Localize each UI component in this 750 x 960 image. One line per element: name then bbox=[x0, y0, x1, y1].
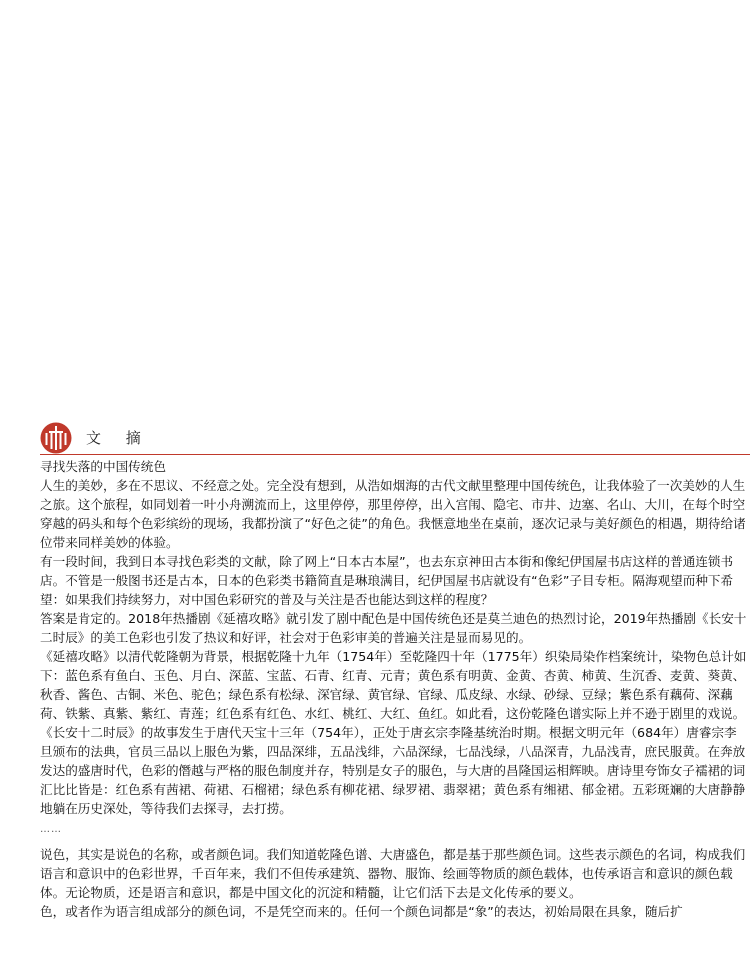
section-title: 文 摘 bbox=[86, 429, 151, 447]
paragraph: 《延禧攻略》以清代乾隆朝为背景，根据乾隆十九年（1754年）至乾隆四十年（1775年）织染局染作档案统计，染物色总计如下：蓝色系有鱼白、玉色、月白、深蓝、宝蓝、石青、红青、元青；黄色系有明黄、金黄、杏黄、柿黄、生沉香、麦黄、葵黄、秋香、酱色、古铜、米色、驼色；绿色系有松绿、深官绿、黄官绿、官绿、瓜皮绿、水绿、砂绿、豆绿；紫色系有藕荷、深藕荷、铁紫、真紫、紫红、青莲；红色系有红色、水红、桃红、大红、鱼红。如此看，这份乾隆色谱实际上并不逊于剧里的戏说。 bbox=[40, 649, 747, 721]
paragraph: 人生的美妙，多在不思议、不经意之处。完全没有想到，从浩如烟海的古代文献里整理中国传统色，让我体验了一次美妙的人生之旅。这个旅程，如同划着一叶小舟溯流而上，这里停停，那里停停，出入宫闱、隐宅、市井、边塞、名山、大川，在每个时空穿越的码头和每个色彩缤纷的现场，我都扮演了“好色之徒”的角色。我惬意地坐在桌前，逐次记录与美好颜色的相遇，期待给诸位带来同样美妙的体验。 bbox=[40, 478, 746, 550]
paragraph: 答案是肯定的。2018年热播剧《延禧攻略》就引发了剧中配色是中国传统色还是莫兰迪色的热烈讨论，2019年热播剧《长安十二时辰》的美工色彩也引发了热议和好评，社会对于色彩审美的普遍关注是显而易见的。 bbox=[40, 611, 747, 645]
article-body bbox=[40, 457, 748, 921]
paragraph: 说色，其实是说色的名称，或者颜色词。我们知道乾隆色谱、大唐盛色，都是基于那些颜色词。这些表示颜色的名词，构成我们语言和意识中的色彩世界，千百年来，我们不但传承建筑、器物、服饰、绘画等物质的颜色载体，也传承语言和意识的颜色载体。无论物质，还是语言和意识，都是中国文化的沉淀和精髓，让它们活下去是文化传承的要义。 bbox=[40, 847, 746, 900]
citic-logo-icon bbox=[40, 422, 72, 454]
article-title: 寻找失落的中国传统色 bbox=[40, 459, 166, 474]
section-header bbox=[40, 422, 750, 455]
paragraph: 《长安十二时辰》的故事发生于唐代天宝十三年（754年），正处于唐玄宗李隆基统治时期。根据文明元年（684年）唐睿宗李旦颁布的法典，官员三品以上服色为紫，四品深绯，五品浅绯，六品深绿，七品浅绿，八品深青，九品浅青，庶民服黄。在奔放发达的盛唐时代，色彩的僭越与严格的服色制度并存，特别是女子的服色，与大唐的昌隆国运相辉映。唐诗里夸饰女子襦裙的词汇比比皆是：红色系有茜裙、荷裙、石榴裙；绿色系有柳花裙、绿罗裙、翡翠裙；黄色系有缃裙、郁金裙。五彩斑斓的大唐静静地躺在历史深处，等待我们去探寻，去打捞。 bbox=[40, 725, 746, 816]
ellipsis-divider: …… bbox=[40, 824, 62, 835]
paragraph: 色，或者作为语言组成部分的颜色词，不是凭空而来的。任何一个颜色词都是“象”的表达，初始局限在具象，随后扩 bbox=[40, 904, 683, 919]
paragraph: 有一段时间，我到日本寻找色彩类的文献，除了网上“日本古本屋”，也去东京神田古本街和像纪伊国屋书店这样的普通连锁书店。不管是一般图书还是古本，日本的色彩类书籍简直是琳琅满目，纪伊国屋书店就设有“色彩”子目专柜。隔海观望而种下希望：如果我们持续努力，对中国色彩研究的普及与关注是否也能达到这样的程度？ bbox=[40, 554, 734, 607]
blank-top-area bbox=[0, 0, 750, 420]
